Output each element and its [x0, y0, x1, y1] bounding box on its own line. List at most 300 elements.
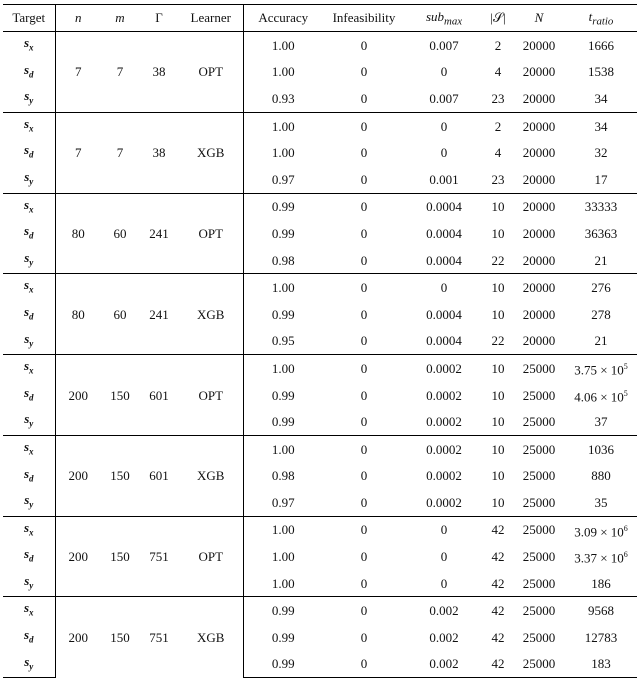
- tratio-cell: [565, 220, 637, 247]
- table-row: [3, 274, 637, 301]
- s-card-cell: 10: [491, 468, 505, 484]
- accuracy-cell: 0.97: [271, 171, 295, 187]
- tratio-exponent: 6: [623, 550, 628, 560]
- target-sub: x: [29, 365, 34, 376]
- table-row: [3, 193, 637, 220]
- target-cell: [3, 220, 55, 247]
- gamma-cell: 751: [139, 597, 179, 678]
- submax-cell: 0.0002: [426, 387, 462, 403]
- table-group: [3, 112, 637, 193]
- s-card-cell: 10: [483, 355, 513, 382]
- s-card-cell: 4: [494, 64, 502, 80]
- n-cell: 7: [55, 112, 101, 193]
- gamma-cell: 601: [139, 435, 179, 516]
- target-sub: d: [29, 473, 34, 484]
- target-sub: x: [29, 284, 34, 295]
- header-row: [3, 5, 637, 32]
- tratio-value: 276: [591, 280, 611, 296]
- target-sub: x: [29, 608, 34, 619]
- N-cell: 25000: [522, 629, 556, 645]
- infeasibility-cell: 0: [360, 333, 368, 349]
- tratio-value: 21: [594, 333, 608, 349]
- target-cell: [3, 193, 55, 220]
- tratio-value: 186: [591, 575, 611, 591]
- target-sub: y: [29, 499, 34, 510]
- tratio-value: 34: [594, 90, 608, 106]
- accuracy-cell: 1.00: [243, 32, 323, 59]
- submax-cell: 0: [440, 575, 448, 591]
- submax-cell: 0.002: [405, 651, 483, 678]
- learner-cell: OPT: [179, 516, 243, 597]
- tratio-cell: [565, 651, 637, 678]
- submax-cell: 0.0004: [426, 252, 462, 268]
- infeasibility-cell: 0: [360, 64, 368, 80]
- accuracy-cell: 0.95: [271, 333, 295, 349]
- results-table-container: [3, 4, 637, 678]
- submax-cell: 0.0002: [426, 494, 462, 510]
- infeasibility-cell: 0: [323, 597, 405, 624]
- table-row: [3, 516, 637, 543]
- N-cell: 20000: [522, 225, 556, 241]
- target-base: s: [23, 600, 30, 616]
- N-cell: 20000: [513, 112, 565, 139]
- tratio-value: 1666: [588, 37, 614, 53]
- submax-cell: 0: [440, 549, 448, 565]
- infeasibility-cell: 0: [323, 32, 405, 59]
- header-N: N: [513, 5, 565, 32]
- s-card-cell: 42: [483, 597, 513, 624]
- target-cell: [3, 247, 55, 274]
- target-cell: [3, 489, 55, 516]
- s-card-cell: 4: [494, 145, 502, 161]
- table-row: [3, 355, 637, 382]
- header-accuracy: Accuracy: [243, 5, 323, 32]
- target-sub: y: [29, 176, 34, 187]
- s-card-cell: 22: [491, 252, 505, 268]
- tratio-value: 32: [594, 145, 608, 161]
- target-cell: [3, 435, 55, 462]
- tratio-cell: [565, 139, 637, 166]
- target-base: s: [24, 168, 30, 184]
- m-cell: 150: [101, 516, 139, 597]
- tratio-cell: [565, 112, 637, 139]
- tratio-cell: [565, 463, 637, 490]
- target-cell: [3, 597, 55, 624]
- infeasibility-cell: 0: [360, 387, 368, 403]
- accuracy-cell: 0.98: [271, 468, 295, 484]
- submax-cell: 0.0002: [426, 414, 462, 430]
- s-card-cell: 10: [491, 414, 505, 430]
- table-group: [3, 355, 637, 436]
- accuracy-cell: 1.00: [271, 575, 295, 591]
- N-cell: 20000: [522, 333, 556, 349]
- s-card-cell: 42: [491, 549, 505, 565]
- target-cell: [3, 328, 55, 355]
- header-tratio-base: t: [588, 8, 593, 24]
- accuracy-cell: 1.00: [243, 516, 323, 543]
- infeasibility-cell: 0: [360, 414, 368, 430]
- tratio-cell: [565, 166, 637, 193]
- target-base: s: [23, 142, 30, 158]
- target-cell: [3, 32, 55, 59]
- tratio-cell: [565, 328, 637, 355]
- s-card-cell: 42: [483, 651, 513, 678]
- tratio-value: 4.06 × 10: [574, 389, 624, 405]
- submax-cell: 0.0002: [405, 435, 483, 462]
- learner-cell: OPT: [179, 32, 243, 113]
- target-base: s: [23, 438, 30, 454]
- target-base: s: [23, 384, 30, 400]
- N-cell: 25000: [522, 414, 556, 430]
- accuracy-cell: 0.99: [271, 414, 295, 430]
- tratio-value: 34: [594, 118, 608, 134]
- N-cell: 25000: [522, 549, 556, 565]
- header-n: n: [55, 5, 101, 32]
- s-card-cell: 42: [491, 629, 505, 645]
- target-sub: x: [29, 527, 34, 538]
- target-cell: [3, 624, 55, 651]
- accuracy-cell: 1.00: [243, 435, 323, 462]
- N-cell: 20000: [522, 252, 556, 268]
- target-base: s: [24, 572, 30, 588]
- target-sub: d: [29, 149, 34, 160]
- n-cell: 7: [55, 32, 101, 113]
- target-cell: [3, 166, 55, 193]
- n-cell: 80: [55, 193, 101, 274]
- tratio-value: 33333: [584, 199, 618, 215]
- N-cell: 20000: [513, 193, 565, 220]
- n-cell: 200: [55, 355, 101, 436]
- accuracy-cell: 0.99: [271, 306, 295, 322]
- accuracy-cell: 1.00: [243, 355, 323, 382]
- target-base: s: [23, 115, 30, 131]
- s-card-cell: 10: [491, 387, 505, 403]
- target-base: s: [23, 627, 30, 643]
- tratio-value: 3.75 × 10: [574, 362, 624, 378]
- submax-cell: 0.0002: [426, 468, 462, 484]
- header-infeasibility: Infeasibility: [323, 5, 405, 32]
- tratio-cell: [565, 193, 637, 220]
- target-sub: x: [29, 204, 34, 215]
- accuracy-cell: 0.97: [271, 494, 295, 510]
- tratio-value: 3.09 × 10: [574, 524, 624, 540]
- tratio-value: 37: [594, 414, 608, 430]
- tratio-value: 880: [591, 468, 611, 484]
- target-sub: y: [29, 418, 34, 429]
- accuracy-cell: 0.99: [271, 629, 295, 645]
- m-cell: 7: [101, 112, 139, 193]
- target-sub: y: [29, 661, 34, 672]
- target-cell: [3, 463, 55, 490]
- target-cell: [3, 355, 55, 382]
- m-cell: 60: [101, 274, 139, 355]
- table-group: [3, 516, 637, 597]
- s-card-cell: 10: [483, 193, 513, 220]
- infeasibility-cell: 0: [360, 145, 368, 161]
- learner-cell: XGB: [179, 112, 243, 193]
- target-sub: d: [29, 553, 34, 564]
- tratio-cell: [565, 247, 637, 274]
- accuracy-cell: 1.00: [271, 145, 295, 161]
- N-cell: 25000: [513, 355, 565, 382]
- target-cell: [3, 570, 55, 597]
- tratio-cell: [565, 59, 637, 86]
- infeasibility-cell: 0: [360, 252, 368, 268]
- header-target: Target: [3, 5, 55, 32]
- tratio-exponent: 6: [623, 523, 628, 533]
- accuracy-cell: 0.99: [271, 225, 295, 241]
- accuracy-cell: 0.99: [243, 651, 323, 678]
- submax-cell: 0.0004: [426, 306, 462, 322]
- m-cell: 150: [101, 435, 139, 516]
- results-table: [3, 4, 637, 678]
- submax-cell: 0.007: [429, 90, 459, 106]
- n-cell: 80: [55, 274, 101, 355]
- infeasibility-cell: 0: [323, 651, 405, 678]
- tratio-cell: [565, 570, 637, 597]
- submax-cell: 0: [405, 516, 483, 543]
- N-cell: 25000: [513, 435, 565, 462]
- tratio-value: 12783: [584, 629, 618, 645]
- target-base: s: [24, 330, 30, 346]
- infeasibility-cell: 0: [360, 306, 368, 322]
- N-cell: 20000: [513, 32, 565, 59]
- s-card-cell: 22: [491, 333, 505, 349]
- table-row: [3, 32, 637, 59]
- tratio-cell: [565, 597, 637, 624]
- tratio-exponent: 5: [623, 388, 628, 398]
- N-cell: 20000: [522, 306, 556, 322]
- infeasibility-cell: 0: [360, 171, 368, 187]
- submax-cell: 0.0004: [405, 193, 483, 220]
- target-base: s: [23, 35, 30, 50]
- submax-cell: 0: [405, 112, 483, 139]
- infeasibility-cell: 0: [323, 435, 405, 462]
- learner-cell: OPT: [179, 193, 243, 274]
- target-cell: [3, 408, 55, 435]
- accuracy-cell: 0.93: [271, 90, 295, 106]
- target-cell: [3, 382, 55, 409]
- N-cell: 20000: [522, 64, 556, 80]
- accuracy-cell: 0.99: [271, 387, 295, 403]
- target-base: s: [24, 88, 30, 104]
- target-cell: [3, 651, 55, 678]
- target-base: s: [24, 411, 30, 427]
- infeasibility-cell: 0: [360, 575, 368, 591]
- table-row: [3, 435, 637, 462]
- tratio-value: 1036: [588, 441, 614, 457]
- target-sub: d: [29, 634, 34, 645]
- tratio-cell: [565, 355, 637, 382]
- m-cell: 7: [101, 32, 139, 113]
- s-card-cell: 2: [483, 32, 513, 59]
- infeasibility-cell: 0: [323, 355, 405, 382]
- infeasibility-cell: 0: [323, 193, 405, 220]
- tratio-value: 35: [594, 494, 608, 510]
- tratio-exponent: 5: [623, 362, 628, 372]
- learner-cell: XGB: [179, 274, 243, 355]
- target-sub: y: [29, 580, 34, 591]
- learner-cell: XGB: [179, 597, 243, 678]
- infeasibility-cell: 0: [360, 549, 368, 565]
- tratio-cell: [565, 301, 637, 328]
- table-group: [3, 435, 637, 516]
- target-base: s: [23, 358, 30, 374]
- N-cell: 25000: [522, 468, 556, 484]
- N-cell: 20000: [522, 145, 556, 161]
- N-cell: 25000: [513, 597, 565, 624]
- s-card-cell: 2: [483, 112, 513, 139]
- submax-cell: 0.001: [429, 171, 459, 187]
- s-card-cell: 10: [483, 435, 513, 462]
- table-row: [3, 112, 637, 139]
- tratio-cell: [565, 624, 637, 651]
- tratio-value: 3.37 × 10: [574, 550, 624, 566]
- header-submax: [405, 5, 483, 32]
- header-gamma: Γ: [139, 5, 179, 32]
- target-sub: y: [29, 257, 34, 268]
- target-base: s: [23, 303, 30, 319]
- table-group: [3, 32, 637, 113]
- gamma-cell: 38: [139, 112, 179, 193]
- accuracy-cell: 1.00: [243, 274, 323, 301]
- target-sub: y: [29, 95, 34, 106]
- tratio-cell: [565, 408, 637, 435]
- submax-cell: 0.0004: [426, 333, 462, 349]
- tratio-value: 1538: [588, 64, 614, 80]
- N-cell: 25000: [513, 516, 565, 543]
- tratio-value: 278: [591, 306, 611, 322]
- accuracy-cell: 1.00: [271, 549, 295, 565]
- target-sub: y: [29, 338, 34, 349]
- header-learner: Learner: [179, 5, 243, 32]
- submax-cell: 0: [440, 145, 448, 161]
- tratio-value: 9568: [588, 603, 614, 619]
- target-cell: [3, 59, 55, 86]
- tratio-cell: [565, 274, 637, 301]
- s-card-cell: 23: [491, 90, 505, 106]
- tratio-cell: [565, 32, 637, 59]
- submax-cell: 0.002: [429, 629, 459, 645]
- target-base: s: [23, 196, 30, 212]
- submax-cell: 0.002: [405, 597, 483, 624]
- N-cell: 20000: [522, 171, 556, 187]
- target-base: s: [23, 519, 30, 535]
- n-cell: 200: [55, 516, 101, 597]
- target-cell: [3, 85, 55, 112]
- table-group: [3, 193, 637, 274]
- target-base: s: [23, 546, 30, 562]
- learner-cell: OPT: [179, 355, 243, 436]
- target-cell: [3, 139, 55, 166]
- infeasibility-cell: 0: [360, 494, 368, 510]
- table-row: [3, 597, 637, 624]
- tratio-cell: [565, 85, 637, 112]
- tratio-value: 183: [591, 656, 611, 672]
- submax-cell: 0: [440, 64, 448, 80]
- target-sub: x: [29, 123, 34, 134]
- header-tratio: [565, 5, 637, 32]
- N-cell: 20000: [513, 274, 565, 301]
- infeasibility-cell: 0: [323, 516, 405, 543]
- table-group: [3, 597, 637, 678]
- tratio-cell: [565, 489, 637, 516]
- m-cell: 150: [101, 597, 139, 678]
- m-cell: 60: [101, 193, 139, 274]
- s-card-cell: 10: [491, 306, 505, 322]
- submax-cell: 0.007: [405, 32, 483, 59]
- header-s-card: |𝒮|: [483, 5, 513, 32]
- target-base: s: [23, 465, 30, 481]
- infeasibility-cell: 0: [323, 112, 405, 139]
- submax-cell: 0: [405, 274, 483, 301]
- target-base: s: [23, 277, 30, 293]
- accuracy-cell: 1.00: [271, 64, 295, 80]
- target-sub: d: [29, 311, 34, 322]
- target-base: s: [23, 223, 30, 239]
- accuracy-cell: 1.00: [243, 112, 323, 139]
- gamma-cell: 751: [139, 516, 179, 597]
- accuracy-cell: 0.99: [243, 597, 323, 624]
- header-m: m: [101, 5, 139, 32]
- tratio-value: 36363: [584, 225, 618, 241]
- gamma-cell: 601: [139, 355, 179, 436]
- n-cell: 200: [55, 435, 101, 516]
- s-card-cell: 10: [491, 225, 505, 241]
- tratio-value: 21: [594, 252, 608, 268]
- tratio-value: 17: [594, 171, 608, 187]
- gamma-cell: 38: [139, 32, 179, 113]
- gamma-cell: 241: [139, 274, 179, 355]
- target-base: s: [24, 492, 30, 508]
- submax-cell: 0.0004: [426, 225, 462, 241]
- N-cell: 25000: [522, 494, 556, 510]
- target-base: s: [24, 653, 30, 669]
- target-cell: [3, 301, 55, 328]
- s-card-cell: 10: [491, 494, 505, 510]
- s-card-cell: 23: [491, 171, 505, 187]
- header-submax-sub: max: [444, 15, 463, 28]
- tratio-cell: [565, 435, 637, 462]
- infeasibility-cell: 0: [323, 274, 405, 301]
- target-sub: x: [29, 446, 34, 457]
- m-cell: 150: [101, 355, 139, 436]
- infeasibility-cell: 0: [360, 629, 368, 645]
- N-cell: 25000: [522, 387, 556, 403]
- N-cell: 25000: [513, 651, 565, 678]
- infeasibility-cell: 0: [360, 90, 368, 106]
- header-submax-base: sub: [425, 8, 444, 24]
- accuracy-cell: 0.99: [243, 193, 323, 220]
- target-sub: d: [29, 69, 34, 80]
- header-tratio-sub: ratio: [592, 15, 614, 28]
- target-sub: d: [29, 230, 34, 241]
- target-base: s: [23, 61, 30, 77]
- N-cell: 25000: [522, 575, 556, 591]
- submax-cell: 0.0002: [405, 355, 483, 382]
- s-card-cell: 10: [483, 274, 513, 301]
- infeasibility-cell: 0: [360, 225, 368, 241]
- gamma-cell: 241: [139, 193, 179, 274]
- tratio-cell: [565, 516, 637, 543]
- table-group: [3, 274, 637, 355]
- tratio-cell: [565, 382, 637, 409]
- target-cell: [3, 516, 55, 543]
- accuracy-cell: 0.98: [271, 252, 295, 268]
- n-cell: 200: [55, 597, 101, 678]
- learner-cell: XGB: [179, 435, 243, 516]
- N-cell: 20000: [522, 90, 556, 106]
